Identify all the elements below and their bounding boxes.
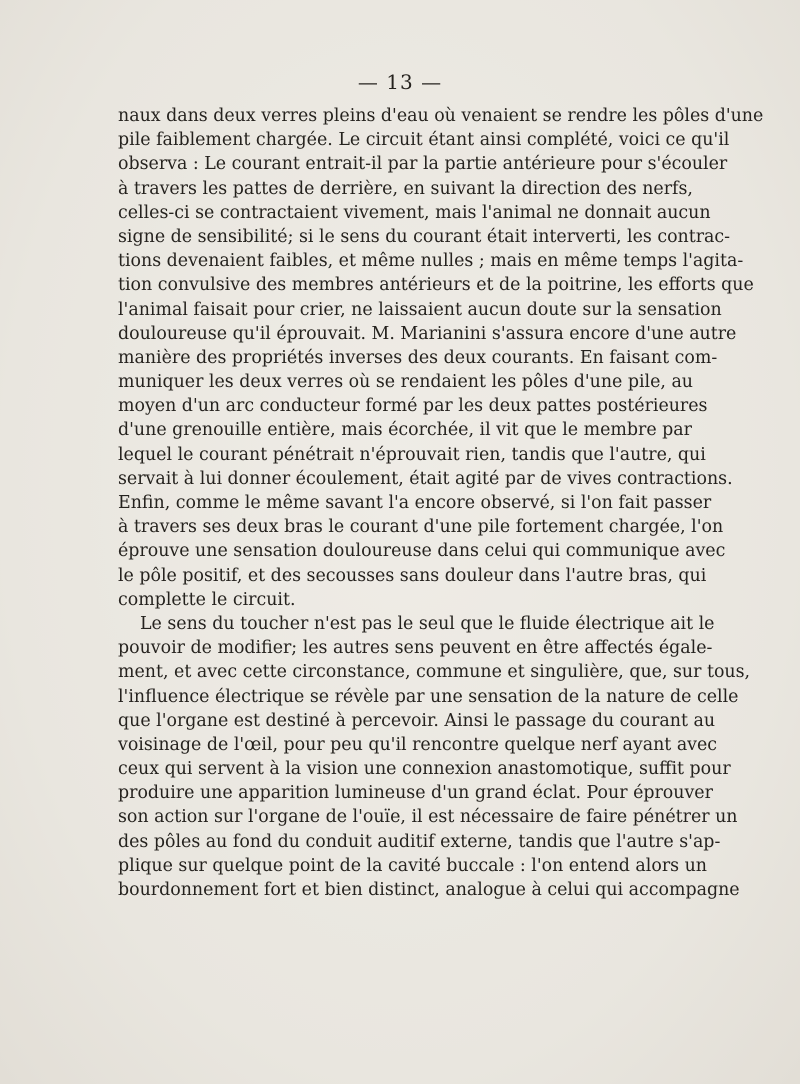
text-line: ment, et avec cette circonstance, commune et singulière, que, sur tous,: [118, 662, 751, 683]
text-line: son action sur l'organe de l'ouïe, il est nécessaire de faire pénétrer un: [118, 807, 738, 828]
body-text: [118, 104, 764, 902]
text-line: pile faiblement chargée. Le circuit étant ainsi complété, voici ce qu'il: [118, 130, 730, 151]
text-line: à travers les pattes de derrière, en suivant la direction des nerfs,: [118, 178, 693, 199]
text-line: l'influence électrique se révèle par une sensation de la nature de celle: [118, 686, 739, 707]
text-line: observa : Le courant entrait-il par la partie antérieure pour s'écouler: [118, 154, 728, 175]
text-line: voisinage de l'œil, pour peu qu'il rencontre quelque nerf ayant avec: [118, 734, 718, 755]
text-line: moyen d'un arc conducteur formé par les deux pattes postérieures: [118, 396, 708, 417]
text-line: douloureuse qu'il éprouvait. M. Marianini s'assura encore d'une autre: [118, 323, 737, 344]
text-line: lequel le courant pénétrait n'éprouvait rien, tandis que l'autre, qui: [118, 444, 706, 465]
text-line: celles-ci se contractaient vivement, mais l'animal ne donnait aucun: [118, 202, 711, 223]
text-line: tion convulsive des membres antérieurs et de la poitrine, les efforts que: [118, 275, 754, 296]
text-line: éprouve une sensation douloureuse dans celui qui communique avec: [118, 541, 726, 562]
text-line: à travers ses deux bras le courant d'une pile fortement chargée, l'on: [118, 517, 724, 538]
text-line: que l'organe est destiné à percevoir. Ainsi le passage du courant au: [118, 710, 716, 731]
text-line: signe de sensibilité; si le sens du courant était interverti, les contrac-: [118, 226, 731, 247]
text-line: bourdonnement fort et bien distinct, analogue à celui qui accompagne: [118, 880, 740, 900]
page-number: — 13 —: [357, 70, 443, 94]
text-line: ceux qui servent à la vision une connexion anastomotique, suffit pour: [118, 759, 731, 780]
text-line: l'animal faisait pour crier, ne laissaient aucun doute sur la sensation: [118, 299, 722, 320]
text-line: tions devenaient faibles, et même nulles ; mais en même temps l'agita-: [118, 251, 744, 272]
text-line: Le sens du toucher n'est pas le seul que le fluide électrique ait le: [140, 613, 715, 634]
text-line: d'une grenouille entière, mais écorchée, il vit que le membre par: [118, 420, 692, 441]
text-line: muniquer les deux verres où se rendaient les pôles d'une pile, au: [118, 372, 694, 393]
text-line: pouvoir de modifier; les autres sens peuvent en être affectés égale-: [118, 638, 713, 659]
text-line: le pôle positif, et des secousses sans douleur dans l'autre bras, qui: [118, 565, 707, 586]
text-line: manière des propriétés inverses des deux courants. En faisant com-: [118, 347, 718, 368]
text-line: servait à lui donner écoulement, était agité par de vives contractions.: [118, 468, 733, 489]
text-line: naux dans deux verres pleins d'eau où venaient se rendre les pôles d'une: [118, 106, 764, 126]
text-line: produire une apparition lumineuse d'un grand éclat. Pour éprouver: [118, 783, 713, 804]
text-line: plique sur quelque point de la cavité buccale : l'on entend alors un: [118, 855, 707, 876]
text-line: complette le circuit.: [118, 589, 296, 610]
text-line: Enfin, comme le même savant l'a encore observé, si l'on fait passer: [118, 493, 712, 513]
text-line: des pôles au fond du conduit auditif externe, tandis que l'autre s'ap-: [118, 831, 721, 852]
